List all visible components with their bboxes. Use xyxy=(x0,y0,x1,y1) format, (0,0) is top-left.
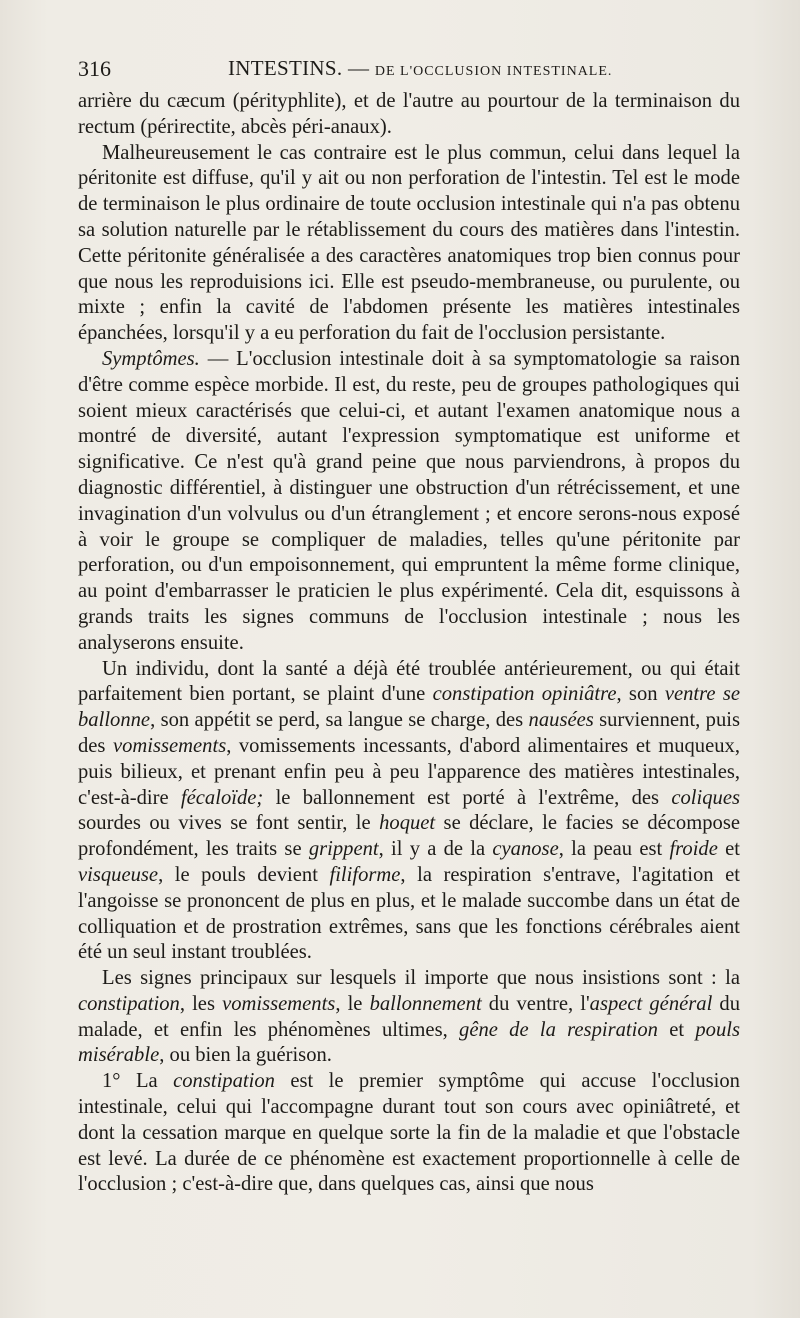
italic-term: vomissements xyxy=(222,992,336,1015)
text-run: , le xyxy=(335,992,370,1015)
text-run: , la peau est xyxy=(558,838,670,861)
italic-term: froide xyxy=(669,838,718,861)
text-run: du malade, et enfin les phénomènes ultimes, xyxy=(78,992,741,1041)
italic-term: Symptômes. xyxy=(102,347,200,370)
text-run: arrière du cæcum (pérityphlite), et de l'autre au pourtour de la terminaison du rectum (périrectite, abcès péri-anaux). xyxy=(78,90,740,138)
page-number: 316 xyxy=(78,56,111,81)
text-run: et xyxy=(657,1018,696,1041)
italic-term: ballonnement xyxy=(369,992,482,1015)
paragraph xyxy=(78,89,740,141)
italic-term: coliques xyxy=(671,786,741,809)
running-header xyxy=(78,56,738,84)
text-run: — L'occlusion intestinale doit à sa symptomatologie sa raison d'être comme espèce morbide. Il est, du reste, peu de groupes pathologiques qui soient mieux caractérisés que celui-ci, et autant l'examen anatomique nous a montré de diversité, autant l'expression symptomatique est uniforme et significative. Ce n'est qu'à grand peine que nous parviendrons, à propos du diagnostic différentiel, à distinguer une obstruction d'un rétrécissement, et une invagination d'un volvulus ou d'un étranglement ; et encore serons-nous exposé à voir le groupe se compliquer de maladies, telles qu'une péritonite par perforation, ou d'un empoisonnement, qui empruntent la même forme clinique, au point d'embarrasser le praticien le plus expérimenté. Cela dit, esquissons à grands traits les signes communs de l'occlusion intestinale ; nous les analyserons ensuite. xyxy=(78,347,740,654)
text-run: , la respiration s'entrave, l'agitation et l'angoisse se prononcent de plus en plus, et le malade succombe dans un état de colliquation et de prostration extrêmes, sans que les fonctions cérébrales aient été un seul instant troublées. xyxy=(78,863,740,964)
text-run: 1° La xyxy=(102,1070,174,1093)
text-run: , ou bien la guérison. xyxy=(159,1044,332,1067)
running-title xyxy=(228,56,612,81)
text-run: surviennent, puis des xyxy=(78,709,741,757)
italic-term: nausées xyxy=(528,709,594,732)
italic-term: grippent xyxy=(308,838,379,861)
italic-term: pouls misérable xyxy=(78,1018,740,1067)
paragraph xyxy=(78,347,740,657)
italic-term: vomissements xyxy=(112,734,227,757)
text-run: , le pouls devient xyxy=(158,863,330,886)
italic-term: aspect général xyxy=(589,992,713,1015)
text-run: du ventre, l' xyxy=(481,992,590,1015)
italic-term: constipation xyxy=(173,1070,275,1093)
text-run: et xyxy=(717,838,740,861)
text-run: Un individu, dont la santé a déjà été troublée antérieurement, ou qui était parfaitement bien portant, se plaint d'une xyxy=(78,657,740,706)
running-title-subtitle: DE L'OCCLUSION INTESTINALE. xyxy=(374,64,613,79)
italic-term: hoquet xyxy=(379,812,436,835)
text-run: , les xyxy=(179,992,223,1015)
paragraph xyxy=(78,657,740,967)
paragraph xyxy=(78,966,740,1069)
text-run: , son xyxy=(616,683,665,706)
running-title-main: INTESTINS. xyxy=(228,56,343,80)
italic-term: gêne de la respiration xyxy=(459,1018,658,1041)
italic-term: cyanose xyxy=(492,838,559,861)
italic-term: fécaloïde; xyxy=(180,786,264,809)
body-text xyxy=(78,89,740,1198)
text-run: , vomissements incessants, d'abord alimentaires et muqueux, puis bilieux, et prenant enfin peu à peu l'apparence des matières intestinales, c'est-à-dire xyxy=(78,734,740,809)
paragraph xyxy=(78,141,740,347)
italic-term: filiforme xyxy=(329,863,401,886)
text-run: , son appétit se perd, sa langue se charge, des xyxy=(150,709,529,732)
italic-term: constipation opiniâtre xyxy=(432,683,617,706)
text-run: le ballonnement est porté à l'extrême, des xyxy=(263,786,672,809)
italic-term: visqueuse xyxy=(78,863,159,886)
text-run: se déclare, le facies se décompose profondément, les traits se xyxy=(78,812,740,861)
italic-term: ventre se ballonne xyxy=(78,683,741,732)
text-run: est le premier symptôme qui accuse l'occlusion intestinale, celui qui l'accompagne durant tout son cours avec opiniâtreté, et dont la cessation marque en quelque sorte la fin de la maladie et que l'obstacle est levé. La durée de ce phénomène est exactement proportionnelle à celle de l'occlusion ; c'est-à-dire que, dans quelques cas, ainsi que nous xyxy=(78,1070,740,1196)
text-run: Malheureusement le cas contraire est le plus commun, celui dans lequel la péritonite est diffuse, qu'il y ait ou non perforation de l'intestin. Tel est le mode de terminaison le plus ordinaire de toute occlusion intestinale qui n'a pas obtenu sa solution naturelle par le rétablissement du cours des matières dans l'intestin. Cette péritonite généralisée a des caractères anatomiques trop bien connus pour que nous les reproduisions ici. Elle est pseudo-membraneuse, ou purulente, ou mixte ; enfin la cavité de l'abdomen présente les matières intestinales épanchées, lorsqu'il y a eu perforation du fait de l'occlusion persistante. xyxy=(78,141,740,345)
running-title-separator: — xyxy=(347,56,370,80)
text-run: Les signes principaux sur lesquels il importe que nous insistions sont : la xyxy=(102,967,740,990)
italic-term: constipation xyxy=(78,992,180,1015)
text-run: , il y a de la xyxy=(378,838,493,861)
text-run: sourdes ou vives se font sentir, le xyxy=(78,812,380,835)
paragraph xyxy=(78,1069,740,1198)
